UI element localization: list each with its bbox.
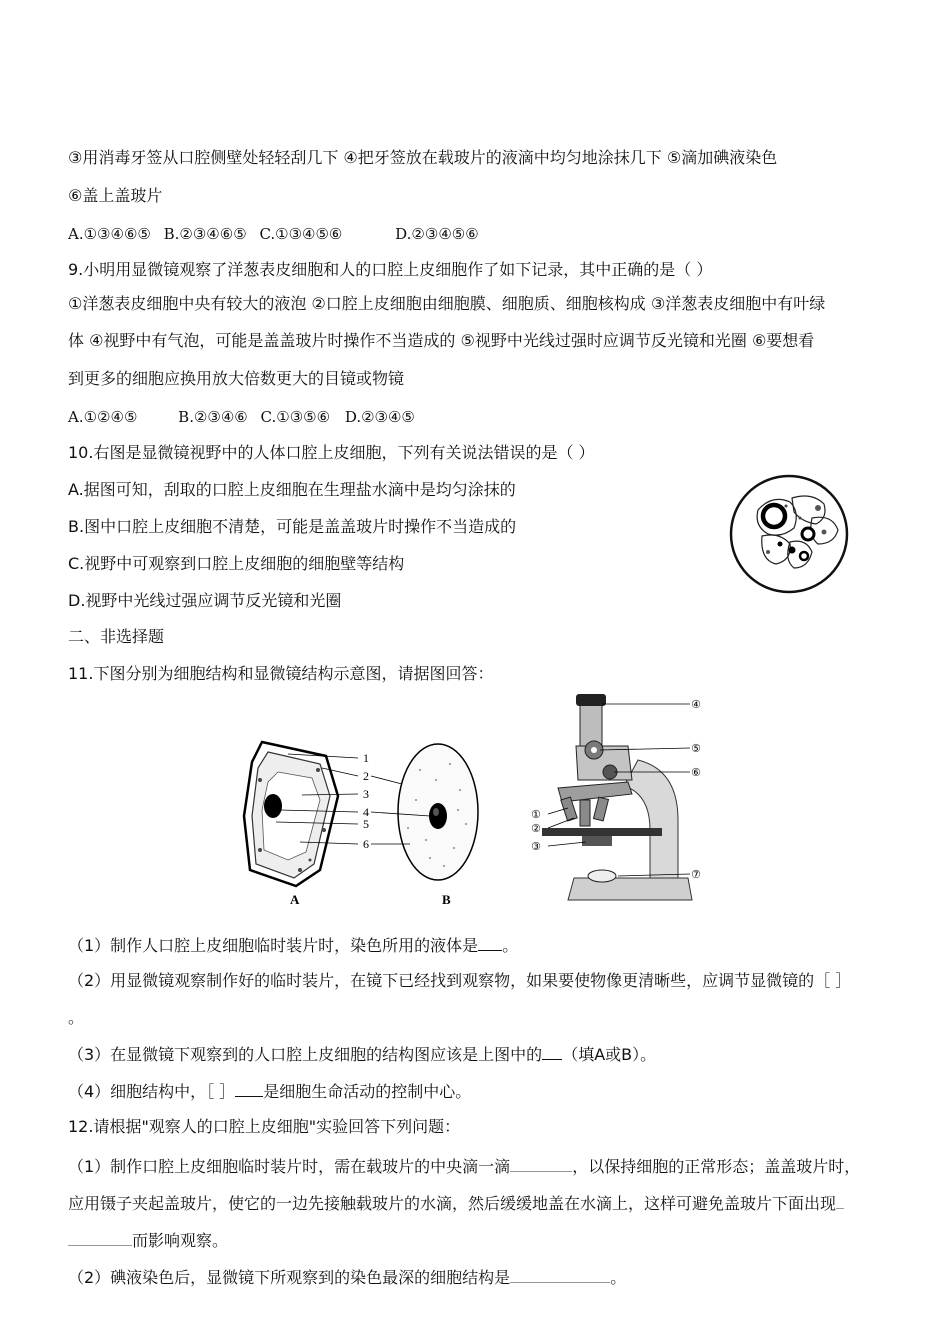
cell-caption-a: A bbox=[290, 892, 300, 907]
q8-option-a[interactable]: A.①③④⑥⑤ bbox=[68, 225, 151, 243]
microscope-diagram bbox=[528, 690, 714, 910]
q9-stem: 9.小明用显微镜观察了洋葱表皮细胞和人的口腔上皮细胞作了如下记录，其中正确的是（ ） bbox=[68, 260, 713, 279]
q8-option-b[interactable]: B.②③④⑥⑤ bbox=[163, 225, 247, 243]
q8-option-d[interactable]: D.②③④⑤⑥ bbox=[395, 225, 479, 243]
scope-label-2: ② bbox=[531, 822, 541, 835]
cell-caption-b: B bbox=[442, 892, 451, 907]
q12-stem: 12.请根据"观察人的口腔上皮细胞"实验回答下列问题： bbox=[68, 1117, 461, 1136]
q12-sub1-line1: （1）制作口腔上皮细胞临时装片时，需在载玻片的中央滴一滴 ，以保持细胞的正常形态；盖盖玻片时， bbox=[68, 1157, 861, 1176]
q12-sub1-line3: 而影响观察。 bbox=[68, 1229, 228, 1251]
cell-label-4: 4 bbox=[363, 805, 369, 819]
scope-label-4: ④ bbox=[691, 698, 701, 711]
scope-label-5: ⑤ bbox=[691, 742, 701, 755]
q11-sub2-end: 。 bbox=[68, 1008, 85, 1027]
q8-option-c[interactable]: C.①③④⑤⑥ bbox=[259, 225, 343, 243]
q9-line3: 到更多的细胞应换用放大倍数更大的目镜或物镜 bbox=[68, 369, 405, 388]
q12-sub1-line2: 应用镊子夹起盖玻片，使它的一边先接触载玻片的水滴，然后缓缓地盖在水滴上，这样可避免盖玻片下面出现 bbox=[68, 1192, 844, 1214]
q9-option-a[interactable]: A.①②④⑤ bbox=[68, 408, 138, 426]
q12-sub1-blank2[interactable] bbox=[68, 1229, 132, 1246]
cell-label-3: 3 bbox=[363, 787, 369, 801]
q8-steps-line2: ⑥盖上盖玻片 bbox=[68, 186, 163, 205]
cheek-cell-field-figure bbox=[728, 472, 850, 596]
cell-label-5: 5 bbox=[363, 817, 369, 831]
q11-sub1-blank[interactable] bbox=[478, 934, 502, 951]
q11-sub3-blank[interactable] bbox=[542, 1043, 562, 1060]
q8-steps-line1: ③用消毒牙签从口腔侧壁处轻轻刮几下 ④把牙签放在载玻片的液滴中均匀地涂抹几下 ⑤滴加碘液染色 bbox=[68, 148, 778, 167]
q12-sub1-blank1[interactable] bbox=[510, 1155, 572, 1172]
q8-options bbox=[68, 224, 479, 244]
scope-label-3: ③ bbox=[531, 840, 541, 853]
section-heading: 二、非选择题 bbox=[68, 627, 165, 646]
q10-option-a[interactable]: A.据图可知，刮取的口腔上皮细胞在生理盐水滴中是均匀涂抹的 bbox=[68, 480, 516, 499]
cell-structure-diagram bbox=[240, 740, 480, 910]
q11-sub4-blank[interactable] bbox=[235, 1080, 263, 1097]
cell-label-6: 6 bbox=[363, 837, 369, 851]
q9-line1: ①洋葱表皮细胞中央有较大的液泡 ②口腔上皮细胞由细胞膜、细胞质、细胞核构成 ③洋葱表皮细胞中有叶绿 bbox=[68, 294, 826, 313]
q11-sub3: （3）在显微镜下观察到的人口腔上皮细胞的结构图应该是上图中的 （填A或B）。 bbox=[68, 1045, 657, 1064]
q11-sub2: （2）用显微镜观察制作好的临时装片，在镜下已经找到观察物，如果要使物像更清晰些，应调节显微镜的［ ］ bbox=[68, 971, 852, 990]
q11-sub4: （4）细胞结构中，［ ］ 是细胞生命活动的控制中心。 bbox=[68, 1082, 472, 1101]
q9-option-d[interactable]: D.②③④⑤ bbox=[344, 408, 415, 426]
q10-stem: 10.右图是显微镜视野中的人体口腔上皮细胞，下列有关说法错误的是（ ） bbox=[68, 443, 595, 462]
q12-sub2-blank[interactable] bbox=[510, 1266, 610, 1283]
scope-label-1: ① bbox=[531, 808, 541, 821]
cell-label-2: 2 bbox=[363, 769, 369, 783]
q12-sub2: （2）碘液染色后，显微镜下所观察到的染色最深的细胞结构是 。 bbox=[68, 1268, 627, 1287]
cell-label-1: 1 bbox=[363, 751, 369, 765]
q10-option-c[interactable]: C.视野中可观察到口腔上皮细胞的细胞壁等结构 bbox=[68, 554, 405, 573]
q9-option-c[interactable]: C.①③⑤⑥ bbox=[260, 408, 331, 426]
q9-option-b[interactable]: B.②③④⑥ bbox=[178, 408, 248, 426]
scope-label-7: ⑦ bbox=[691, 868, 701, 881]
q10-option-d[interactable]: D.视野中光线过强应调节反光镜和光圈 bbox=[68, 591, 342, 610]
q10-option-b[interactable]: B.图中口腔上皮细胞不清楚，可能是盖盖玻片时操作不当造成的 bbox=[68, 517, 517, 536]
scope-label-6: ⑥ bbox=[691, 766, 701, 779]
q9-line2: 体 ④视野中有气泡，可能是盖盖玻片时操作不当造成的 ⑤视野中光线过强时应调节反光镜和光圈 ⑥要想看 bbox=[68, 331, 815, 350]
q11-stem: 11.下图分别为细胞结构和显微镜结构示意图，请据图回答： bbox=[68, 664, 494, 683]
q9-options bbox=[68, 407, 415, 427]
q11-sub1: （1）制作人口腔上皮细胞临时装片时，染色所用的液体是 。 bbox=[68, 936, 519, 955]
